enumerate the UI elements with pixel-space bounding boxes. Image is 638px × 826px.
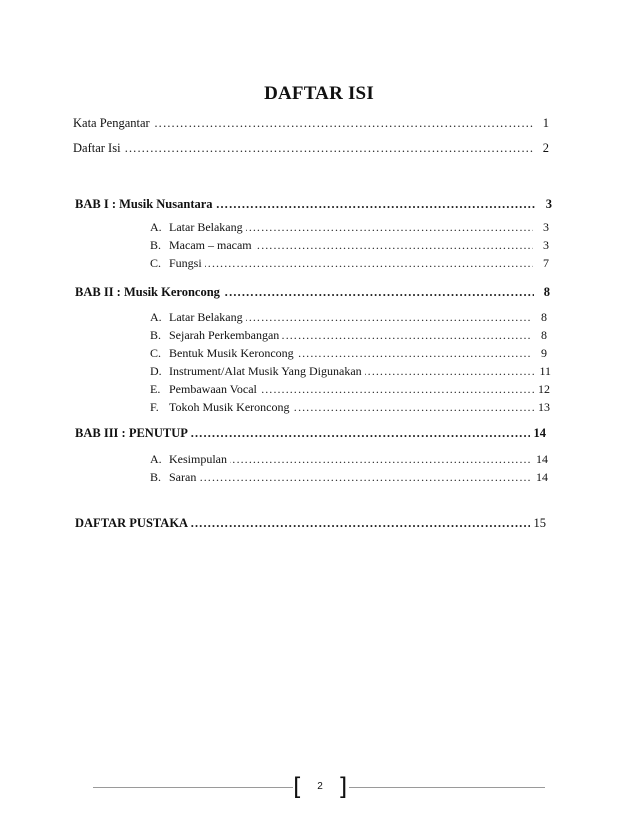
toc-subitem-label: Instrument/Alat Musik Yang Digunakan [169, 364, 362, 378]
footer-bracket-right: ] [338, 773, 348, 801]
toc-chapter-label: BAB I : Musik Nusantara [75, 197, 213, 211]
toc-entry-label: Daftar Isi [73, 141, 121, 155]
toc-subitem [150, 219, 549, 235]
toc-subitem-label: Macam – macam [169, 238, 252, 252]
toc-subitem-label: Latar Belakang [169, 310, 243, 324]
dot-leader [150, 469, 532, 485]
toc-subitem-letter: E. [150, 382, 161, 396]
toc-subitem-page: 14 [536, 452, 548, 466]
toc-chapter-bab-iii [75, 425, 546, 441]
toc-chapter-label: BAB II : Musik Keroncong [75, 285, 220, 299]
toc-subitem [150, 399, 550, 415]
toc-chapter-page: 8 [543, 285, 550, 299]
toc-subitem [150, 363, 551, 379]
footer-page-number: 2 [317, 781, 323, 792]
toc-subitem-letter: C. [150, 346, 162, 360]
toc-subitem [150, 255, 549, 271]
toc-subitem-page: 12 [538, 382, 550, 396]
page-title: DAFTAR ISI [264, 83, 374, 104]
dot-leader [150, 255, 533, 271]
toc-entry-label: Kata Pengantar [73, 116, 150, 130]
toc-entry-page: 2 [542, 141, 549, 155]
toc-subitem-label: Latar Belakang [169, 220, 243, 234]
toc-subitem-label: Bentuk Musik Keroncong [169, 346, 294, 360]
toc-subitem-letter: A. [150, 310, 162, 324]
toc-chapter-page: 3 [545, 197, 552, 211]
toc-subitem [150, 381, 550, 397]
toc-subitem [150, 309, 547, 325]
toc-subitem-label: Pembawaan Vocal [169, 382, 257, 396]
toc-subitem-label: Kesimpulan [169, 452, 227, 466]
toc-entry-daftar-isi [73, 140, 549, 156]
toc-subitem-label: Saran [169, 470, 197, 484]
toc-subitem-letter: D. [150, 364, 162, 378]
toc-subitem-page: 8 [541, 310, 547, 324]
toc-subitem [150, 327, 547, 343]
toc-bibliography-label: DAFTAR PUSTAKA [75, 516, 189, 530]
toc-entry-kata-pengantar [73, 115, 549, 131]
toc-subitem-letter: C. [150, 256, 162, 270]
toc-subitem-letter: F. [150, 400, 159, 414]
toc-subitem-letter: A. [150, 452, 162, 466]
toc-subitem [150, 469, 548, 485]
toc-subitem [150, 451, 548, 467]
toc-subitem-letter: B. [150, 470, 162, 484]
footer-rule-right [349, 787, 545, 788]
toc-subitem-page: 3 [543, 220, 549, 234]
toc-subitem-label: Fungsi [169, 256, 202, 270]
toc-chapter-label: BAB III : PENUTUP [75, 426, 188, 440]
toc-subitem-letter: A. [150, 220, 162, 234]
toc-subitem-page: 3 [543, 238, 549, 252]
toc-subitem-page: 7 [543, 256, 549, 270]
toc-bibliography-page: 15 [533, 516, 546, 530]
dot-leader [73, 140, 533, 156]
toc-subitem [150, 345, 547, 361]
toc-chapter-bab-ii [75, 284, 550, 300]
toc-subitem-page: 11 [539, 364, 551, 378]
footer-rule-left [93, 787, 293, 788]
toc-subitem-letter: B. [150, 328, 162, 342]
footer-bracket-left: [ [293, 773, 303, 801]
toc-subitem-label: Tokoh Musik Keroncong [169, 400, 290, 414]
toc-chapter-bab-i [75, 196, 552, 212]
toc-subitem-label: Sejarah Perkembangan [169, 328, 280, 342]
toc-entry-page: 1 [542, 116, 549, 130]
toc-subitem-page: 8 [541, 328, 547, 342]
toc-subitem-page: 14 [536, 470, 548, 484]
toc-subitem [150, 237, 549, 253]
toc-bibliography [75, 515, 546, 531]
toc-subitem-page: 13 [538, 400, 550, 414]
toc-chapter-page: 14 [533, 426, 546, 440]
toc-subitem-page: 9 [541, 346, 547, 360]
toc-subitem-letter: B. [150, 238, 162, 252]
